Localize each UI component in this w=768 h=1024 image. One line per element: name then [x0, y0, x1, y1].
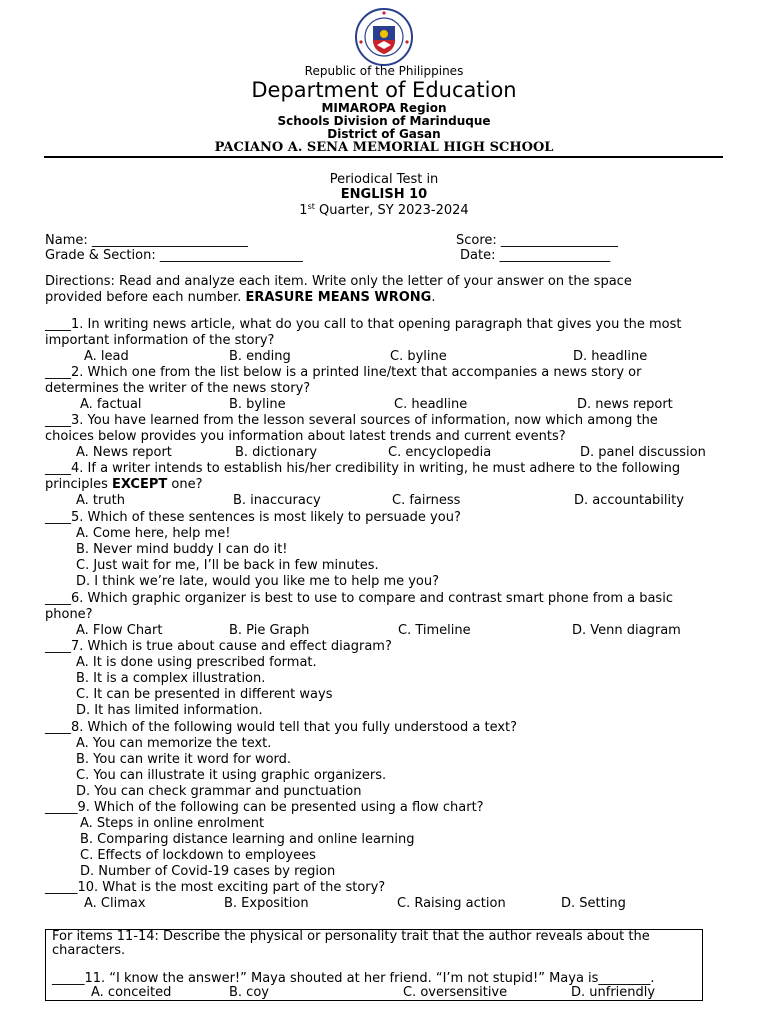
q6-choice-a: A. Flow Chart: [76, 623, 163, 638]
question-8: ____8. Which of the following would tell that you fully understood a text?: [45, 720, 518, 735]
question-2-line-1: ____2. Which one from the list below is a printed line/text that accompanies a news story or: [45, 365, 642, 380]
q6-choice-d: D. Venn diagram: [572, 623, 681, 638]
question-9: _____9. Which of the following can be presented using a flow chart?: [45, 800, 484, 815]
grade-section-field[interactable]: Grade & Section: ______________________: [45, 248, 303, 263]
q9-choice-d: D. Number of Covid-19 cases by region: [80, 864, 336, 879]
q10-choice-d: D. Setting: [561, 896, 626, 911]
question-2-line-2: determines the writer of the news story?: [45, 381, 311, 396]
question-4-line-2: principles EXCEPT one?: [45, 477, 203, 492]
box-instruction-line-1: For items 11-14: Describe the physical or personality trait that the author reveals about the: [52, 929, 650, 944]
q2-choice-c: C. headline: [394, 397, 468, 412]
q6-choice-c: C. Timeline: [398, 623, 471, 638]
q4-choice-b: B. inaccuracy: [233, 493, 321, 508]
q1-choice-b: B. ending: [229, 349, 291, 364]
school-name: PACIANO A. SENA MEMORIAL HIGH SCHOOL: [214, 140, 554, 155]
question-5: ____5. Which of these sentences is most likely to persuade you?: [45, 510, 461, 525]
q11-choice-a: A. conceited: [91, 985, 172, 1000]
q1-choice-d: D. headline: [573, 349, 648, 364]
question-6-line-2: phone?: [45, 607, 93, 622]
q8-choice-c: C. You can illustrate it using graphic organizers.: [76, 768, 387, 783]
box-instruction-line-2: characters.: [52, 943, 126, 958]
q10-choice-c: C. Raising action: [397, 896, 506, 911]
q11-choice-c: C. oversensitive: [403, 985, 508, 1000]
q6-choice-b: B. Pie Graph: [229, 623, 310, 638]
region-line: MIMAROPA Region: [321, 101, 447, 115]
q2-choice-b: B. byline: [229, 397, 286, 412]
district-line: District of Gasan: [327, 127, 441, 141]
q3-choice-a: A. News report: [76, 445, 172, 460]
question-3-line-1: ____3. You have learned from the lesson several sources of information, now which among the: [45, 413, 658, 428]
question-1-line-2: important information of the story?: [45, 333, 275, 348]
question-6-line-1: ____6. Which graphic organizer is best to use to compare and contrast smart phone from a basic: [45, 591, 673, 606]
q4-choice-c: C. fairness: [392, 493, 461, 508]
division-line: Schools Division of Marinduque: [277, 114, 491, 128]
q1-choice-a: A. lead: [84, 349, 129, 364]
q5-choice-d: D. I think we’re late, would you like me to help me you?: [76, 574, 440, 589]
score-field[interactable]: Score: __________________: [456, 233, 618, 248]
q5-choice-c: C. Just wait for me, I’ll be back in few minutes.: [76, 558, 379, 573]
q10-choice-a: A. Climax: [84, 896, 146, 911]
deped-seal-logo: [351, 8, 417, 66]
q7-choice-d: D. It has limited information.: [76, 703, 263, 718]
q3-choice-d: D. panel discussion: [580, 445, 706, 460]
q3-choice-b: B. dictionary: [235, 445, 318, 460]
q10-choice-b: B. Exposition: [224, 896, 309, 911]
q1-choice-c: C. byline: [390, 349, 447, 364]
q4-choice-d: D. accountability: [574, 493, 684, 508]
question-1-line-1: ____1. In writing news article, what do you call to that opening paragraph that gives you the most: [45, 317, 682, 332]
department-title: Department of Education: [251, 78, 517, 102]
q2-choice-a: A. factual: [80, 397, 142, 412]
date-field[interactable]: Date: _________________: [460, 248, 611, 263]
q8-choice-d: D. You can check grammar and punctuation: [76, 784, 362, 799]
q7-choice-b: B. It is a complex illustration.: [76, 671, 266, 686]
q8-choice-b: B. You can write it word for word.: [76, 752, 292, 767]
question-10: _____10. What is the most exciting part of the story?: [45, 880, 386, 895]
q7-choice-c: C. It can be presented in different ways: [76, 687, 333, 702]
q9-choice-b: B. Comparing distance learning and online learning: [80, 832, 415, 847]
directions-line-1: Directions: Read and analyze each item. Write only the letter of your answer on the space: [45, 274, 632, 289]
q11-choice-b: B. coy: [229, 985, 269, 1000]
q9-choice-c: C. Effects of lockdown to employees: [80, 848, 316, 863]
question-7: ____7. Which is true about cause and effect diagram?: [45, 639, 392, 654]
q7-choice-a: A. It is done using prescribed format.: [76, 655, 317, 670]
question-4-line-1: ____4. If a writer intends to establish his/her credibility in writing, he must adhere to the following: [45, 461, 681, 476]
q3-choice-c: C. encyclopedia: [388, 445, 492, 460]
q9-choice-a: A. Steps in online enrolment: [80, 816, 265, 831]
question-11: _____11. “I know the answer!” Maya shouted at her friend. “I’m not stupid!” Maya is________.: [52, 971, 655, 986]
q4-choice-a: A. truth: [76, 493, 125, 508]
directions-line-2: provided before each number. ERASURE MEANS WRONG.: [45, 290, 436, 305]
test-subject: ENGLISH 10: [340, 187, 428, 202]
name-field[interactable]: Name: ________________________: [45, 233, 248, 248]
q2-choice-d: D. news report: [577, 397, 673, 412]
test-quarter: 1st Quarter, SY 2023-2024: [299, 202, 469, 218]
q8-choice-a: A. You can memorize the text.: [76, 736, 272, 751]
header-divider: [44, 156, 723, 158]
test-title: Periodical Test in: [329, 172, 439, 187]
question-3-line-2: choices below provides you information about latest trends and current events?: [45, 429, 566, 444]
q11-choice-d: D. unfriendly: [571, 985, 656, 1000]
q5-choice-b: B. Never mind buddy I can do it!: [76, 542, 288, 557]
republic-line: Republic of the Philippines: [304, 64, 464, 78]
q5-choice-a: A. Come here, help me!: [76, 526, 231, 541]
